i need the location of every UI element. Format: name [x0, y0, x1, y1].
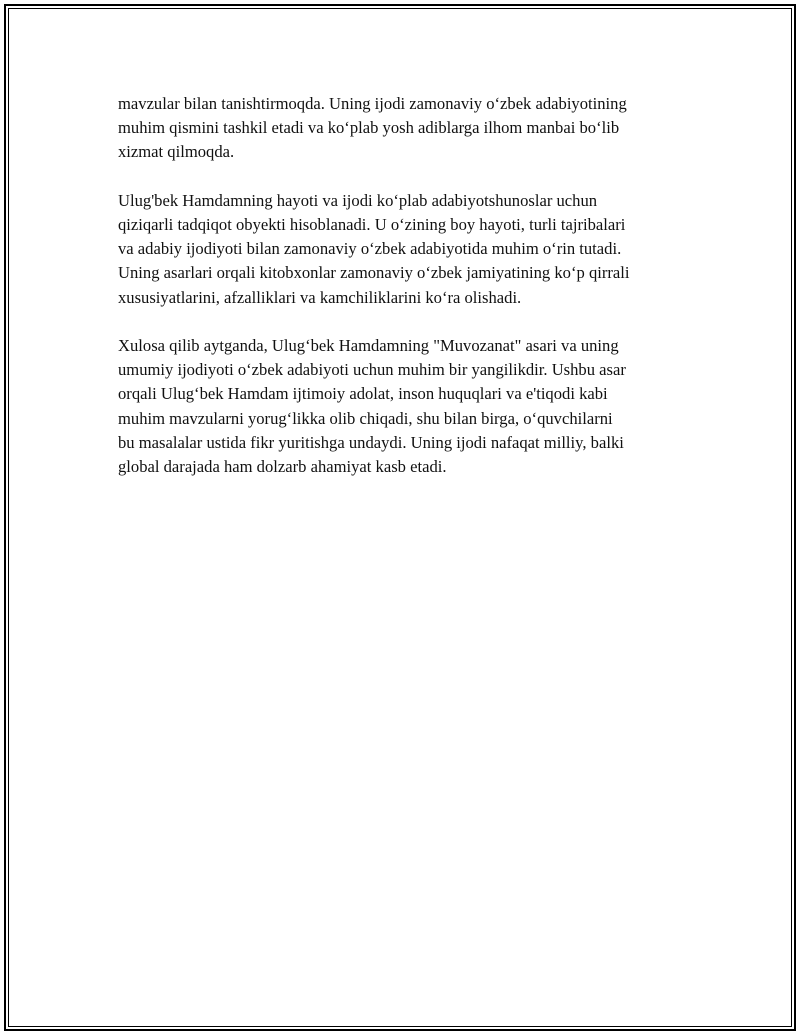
- paragraph: [118, 92, 698, 165]
- text-line: mavzular bilan tanishtirmoqda. Uning ijodi zamonaviy o‘zbek adabiyotining: [118, 94, 627, 113]
- text-line: muhim mavzularni yorug‘likka olib chiqadi, shu bilan birga, o‘quvchilarni: [118, 408, 613, 428]
- text-line: umumiy ijodiyoti o‘zbek adabiyoti uchun muhim bir yangilikdir. Ushbu asar: [118, 360, 626, 380]
- text-line: bu masalalar ustida fikr yuritishga undaydi. Uning ijodi nafaqat milliy, balki: [118, 432, 624, 452]
- text-line: Xulosa qilib aytganda, Ulug‘bek Hamdamning "Muvozanat" asari va uning: [118, 336, 619, 355]
- text-line: muhim qismini tashkil etadi va ko‘plab yosh adiblarga ilhom manbai bo‘lib: [118, 118, 620, 138]
- text-line: Uning asarlari orqali kitobxonlar zamonaviy o‘zbek jamiyatining ko‘p qirrali: [118, 263, 630, 283]
- text-line: xususiyatlarini, afzalliklari va kamchiliklarini ko‘ra olishadi.: [118, 287, 522, 307]
- text-line: xizmat qilmoqda.: [118, 142, 235, 162]
- paragraph: [118, 189, 698, 310]
- document-body: [118, 92, 698, 503]
- text-line: qiziqarli tadqiqot obyekti hisoblanadi. U o‘zining boy hayoti, turli tajribalari: [118, 215, 626, 234]
- paragraph: [118, 334, 698, 479]
- text-line: Ulug'bek Hamdamning hayoti va ijodi ko‘plab adabiyotshunoslar uchun: [118, 190, 598, 210]
- text-line: global darajada ham dolzarb ahamiyat kasb etadi.: [118, 457, 447, 477]
- text-line: va adabiy ijodiyoti bilan zamonaviy o‘zbek adabiyotida muhim o‘rin tutadi.: [118, 239, 622, 259]
- text-line: orqali Ulug‘bek Hamdam ijtimoiy adolat, inson huquqlari va e'tiqodi kabi: [118, 384, 608, 404]
